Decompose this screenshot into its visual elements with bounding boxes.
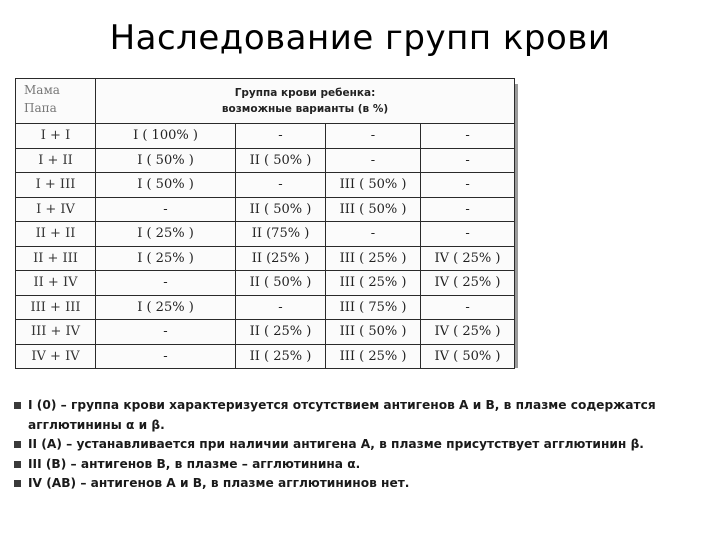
child-cell-iv: - — [421, 173, 515, 198]
child-cell-iv: - — [421, 295, 515, 320]
blood-group-notes — [14, 396, 714, 494]
table-row — [16, 344, 515, 369]
child-cell-iv: - — [421, 148, 515, 173]
child-cell-i: - — [96, 344, 236, 369]
child-cell-ii: II ( 50% ) — [236, 271, 326, 296]
square-bullet-icon — [14, 461, 21, 468]
table-row — [16, 197, 515, 222]
note-group-iii — [14, 455, 714, 475]
child-cell-ii: - — [236, 295, 326, 320]
note-text: II (A) – устанавливается при наличии антигена А, в плазме присутствует агглютинин β. — [28, 437, 644, 451]
table-row — [16, 124, 515, 149]
child-cell-iv: IV ( 25% ) — [421, 320, 515, 345]
child-cell-iii: III ( 50% ) — [326, 173, 421, 198]
child-cell-iv: IV ( 50% ) — [421, 344, 515, 369]
child-cell-ii: II ( 50% ) — [236, 197, 326, 222]
parents-cell: I + II — [16, 148, 96, 173]
note-text: I (0) – группа крови характеризуется отсутствием антигенов А и В, в плазме содержатся агглютинины α и β. — [28, 398, 656, 432]
table-row — [16, 271, 515, 296]
child-header-line2: возможные варианты (в %) — [221, 103, 389, 115]
square-bullet-icon — [14, 402, 21, 409]
note-text: III (B) – антигенов В, в плазме – агглютинина α. — [28, 456, 361, 471]
table-row — [16, 173, 515, 198]
child-cell-i: - — [96, 197, 236, 222]
child-cell-ii: II ( 25% ) — [236, 320, 326, 345]
table-row — [16, 148, 515, 173]
table-row — [16, 320, 515, 345]
child-cell-i: I ( 50% ) — [96, 148, 236, 173]
child-cell-iii: III ( 25% ) — [326, 271, 421, 296]
child-cell-ii: II (75% ) — [236, 222, 326, 247]
parents-cell: II + III — [16, 246, 96, 271]
child-cell-ii: II ( 50% ) — [236, 148, 326, 173]
parents-cell: III + IV — [16, 320, 96, 345]
parents-cell: I + IV — [16, 197, 96, 222]
parents-cell: II + IV — [16, 271, 96, 296]
square-bullet-icon — [14, 480, 21, 487]
child-cell-iii: - — [326, 148, 421, 173]
table-header-row — [16, 79, 515, 124]
square-bullet-icon — [14, 441, 21, 448]
header-father-label: Папа — [24, 101, 57, 115]
child-cell-iii: III ( 50% ) — [326, 197, 421, 222]
child-cell-ii: II ( 25% ) — [236, 344, 326, 369]
note-group-iv — [14, 474, 714, 494]
parents-cell: I + I — [16, 124, 96, 149]
child-cell-iv: IV ( 25% ) — [421, 246, 515, 271]
child-cell-iv: - — [421, 197, 515, 222]
child-cell-i: - — [96, 271, 236, 296]
child-cell-iv: - — [421, 222, 515, 247]
child-group-header — [96, 79, 515, 124]
table-row — [16, 246, 515, 271]
child-cell-i: - — [96, 320, 236, 345]
parents-cell: II + II — [16, 222, 96, 247]
child-cell-iv: - — [421, 124, 515, 149]
blood-inheritance-table — [15, 78, 515, 369]
header-mother-label: Мама — [24, 83, 60, 97]
child-cell-iii: - — [326, 124, 421, 149]
child-cell-ii: - — [236, 124, 326, 149]
child-cell-i: I ( 100% ) — [96, 124, 236, 149]
header-parents — [16, 79, 96, 124]
child-cell-iii: III ( 25% ) — [326, 246, 421, 271]
child-cell-ii: II (25% ) — [236, 246, 326, 271]
parents-cell: I + III — [16, 173, 96, 198]
child-cell-i: I ( 50% ) — [96, 173, 236, 198]
note-group-ii — [14, 435, 714, 455]
child-cell-ii: - — [236, 173, 326, 198]
child-cell-iii: III ( 25% ) — [326, 344, 421, 369]
child-cell-i: I ( 25% ) — [96, 295, 236, 320]
child-cell-iii: III ( 50% ) — [326, 320, 421, 345]
note-text: IV (AB) – антигенов А и В, в плазме агглютининов нет. — [28, 476, 410, 490]
child-cell-iii: - — [326, 222, 421, 247]
child-cell-i: I ( 25% ) — [96, 222, 236, 247]
parents-cell: III + III — [16, 295, 96, 320]
child-cell-iii: III ( 75% ) — [326, 295, 421, 320]
child-cell-i: I ( 25% ) — [96, 246, 236, 271]
slide-title: Наследование групп крови — [109, 18, 611, 58]
child-cell-iv: IV ( 25% ) — [421, 271, 515, 296]
parents-cell: IV + IV — [16, 344, 96, 369]
note-group-i — [14, 396, 714, 435]
child-header-line1: Группа крови ребенка: — [234, 87, 376, 99]
table-row — [16, 295, 515, 320]
table-row — [16, 222, 515, 247]
